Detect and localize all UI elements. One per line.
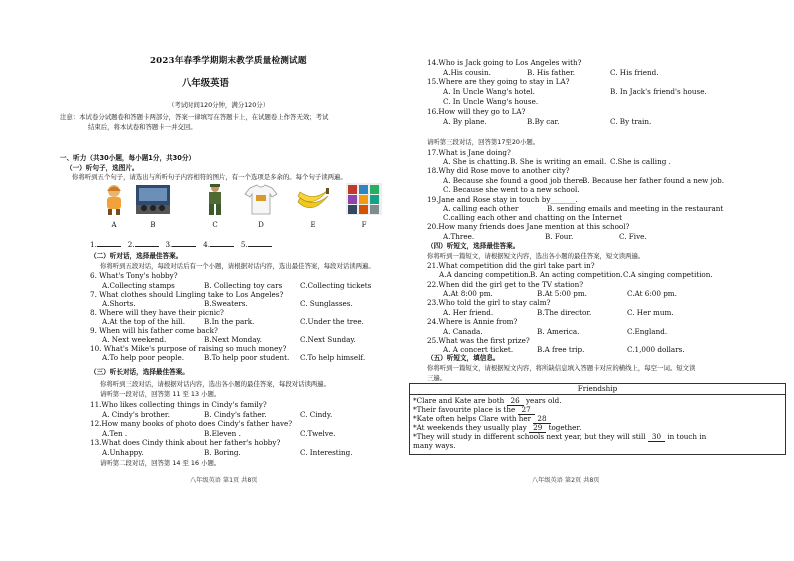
stamps-picture (345, 182, 383, 216)
table-title: Friendship (410, 384, 785, 395)
q16-option-c[interactable]: C. By train. (610, 117, 652, 126)
answer-blank-2[interactable] (135, 246, 159, 247)
q6-option-a[interactable]: A.Collecting stamps (102, 281, 175, 290)
picture-label-b: B (150, 221, 156, 229)
t-shirt-picture (242, 182, 280, 216)
q11-option-a[interactable]: A. Cindy's brother. (102, 410, 170, 419)
q16-option-b[interactable]: B.By car. (527, 117, 560, 126)
q25-option-b[interactable]: B.A free trip. (537, 345, 585, 354)
question-6: 6. What's Tony's hobby? (90, 271, 178, 280)
q12-option-b[interactable]: B.Eleven . (204, 429, 241, 438)
exam-title: 2023年春季学期期末教学质量检测试题 (150, 56, 307, 66)
q13-option-a[interactable]: A.Unhappy. (102, 448, 144, 457)
row27-text: *Their favourite place is the (413, 405, 516, 414)
table-row-30-continued: many ways. (413, 441, 456, 450)
blank-label-3: 3. (165, 240, 173, 249)
answer-blank-27[interactable]: 27 (518, 405, 535, 415)
answer-blank-26[interactable]: 26 (507, 396, 524, 406)
q24-option-a[interactable]: A. Canada. (443, 327, 483, 336)
picture-label-a: A (111, 221, 117, 229)
question-23: 23.Who told the girl to stay calm? (427, 298, 551, 307)
q14-option-a[interactable]: A.His cousin. (443, 68, 491, 77)
q22-option-b[interactable]: B.At 5:00 pm. (537, 289, 587, 298)
q10-option-a[interactable]: A.To help poor people. (102, 353, 184, 362)
part2-instructions: 你将听到五段对话，每段对话后有一个小题，请根据对话内容，选出最佳答案，每段对话读两遍。 (100, 262, 375, 270)
question-24: 24.Where is Annie from? (427, 317, 518, 326)
question-7: 7. What clothes should Lingling take to Los Angeles? (90, 290, 284, 299)
q7-option-a[interactable]: A.Shorts. (102, 299, 136, 308)
blank-label-1: 1. (90, 240, 97, 249)
question-13: 13.What does Cindy think about her father's hobby? (90, 438, 281, 447)
friendship-info-table (409, 383, 786, 455)
q9-option-c[interactable]: C.Next Sunday. (300, 335, 356, 344)
part5-instructions-1: 你将听到一篇短文，请根据短文内容，将所缺信息填入答题卡对应的横线上，每空一词。短文读 (427, 364, 696, 372)
q8-option-a[interactable]: A.At the top of the hill. (102, 317, 186, 326)
q15-option-c[interactable]: C. In Uncle Wang's house. (443, 97, 539, 106)
q10-option-b[interactable]: B.To help poor student. (204, 353, 290, 362)
part3-instructions-3: 请听第二段对话，回答第 14 至 16 小题。 (100, 459, 221, 467)
q15-option-a[interactable]: A. In Uncle Wang's hotel. (443, 87, 535, 96)
q9-option-a[interactable]: A. Next weekend. (102, 335, 167, 344)
part1-instructions: 你将听到五个句子，请选出与所听句子内容相符的图片，有一个选项是多余的。每个句子读两遍。 (72, 173, 347, 181)
bananas-picture (294, 182, 332, 216)
q11-option-c[interactable]: C. Cindy. (300, 410, 333, 419)
q10-option-c[interactable]: C.To help himself. (300, 353, 366, 362)
q6-option-c[interactable]: C.Collecting tickets (300, 281, 372, 290)
part5-title: （五）听短文，填信息。 (427, 354, 500, 362)
q17-option-c[interactable]: C.She is calling . (610, 157, 671, 166)
blank-label-2: 2. (127, 240, 135, 249)
part3-instructions-1: 你将听到三段对话，请根据对话内容，选出各小题的最佳答案，每段对话读两遍。 (100, 380, 331, 388)
part3-title: （三）听长对话，选择最佳答案。 (90, 368, 189, 376)
q17-option-a[interactable]: A. She is chatting. (443, 157, 510, 166)
q14-option-b[interactable]: B. His father. (527, 68, 576, 77)
answer-blank-5[interactable] (248, 246, 272, 247)
q19-option-c[interactable]: C.calling each other and chatting on the Internet (443, 213, 622, 222)
q21-option-b[interactable]: B. An acting competition. (530, 270, 623, 279)
q6-option-b[interactable]: B. Collecting toy cars (204, 281, 283, 290)
answer-blank-1[interactable] (97, 246, 121, 247)
row28-text: *Kate often helps Clare with her (413, 414, 532, 423)
q13-option-b[interactable]: B. Boring. (204, 448, 241, 457)
question-9: 9. When will his father come back? (90, 326, 218, 335)
q9-option-b[interactable]: B.Next Monday. (204, 335, 262, 344)
part1-title: （一）听句子，选图片。 (66, 164, 139, 172)
question-22: 22.When did the girl get to the TV station? (427, 280, 584, 289)
answer-blank-3[interactable] (172, 246, 196, 247)
q19-option-b[interactable]: B. sending emails and meeting in the restaurant (547, 204, 724, 213)
q18-option-a[interactable]: A. Because she found a good job there. (443, 176, 586, 185)
q23-option-b[interactable]: B.The director. (537, 308, 592, 317)
blank-label-5: 5. (240, 240, 248, 249)
q7-option-b[interactable]: B.Sweaters. (204, 299, 248, 308)
question-10: 10. What's Mike's purpose of raising so much money? (90, 344, 287, 353)
part4-title: （四）听短文，选择最佳答案。 (427, 242, 520, 250)
question-25: 25.What was the first prize? (427, 336, 530, 345)
section-listening: 一、听力（共30小题，每小题1分，共30分） (60, 154, 196, 162)
q19-option-a[interactable]: A. calling each other (443, 204, 519, 213)
q21-option-c[interactable]: C.A singing competition. (623, 270, 713, 279)
row30-tail: in touch in (667, 432, 707, 441)
page-footer-2: 八年级英语 第2页 共8页 (532, 477, 600, 484)
question-8: 8. Where will they have their picnic? (90, 308, 224, 317)
q12-option-c[interactable]: C.Twelve. (300, 429, 336, 438)
question-12: 12.How many books of photo does Cindy's father have? (90, 419, 293, 428)
answer-blank-29[interactable]: 29 (529, 423, 546, 433)
q18-option-c[interactable]: C. Because she went to a new school. (443, 185, 580, 194)
q23-option-a[interactable]: A. Her friend. (443, 308, 494, 317)
answer-blank-28[interactable]: 28 (533, 414, 550, 424)
question-20: 20.How many friends does Jane mention at this school? (427, 222, 630, 231)
q12-option-a[interactable]: A.Ten . (102, 429, 128, 438)
q20-option-b[interactable]: B. Four. (545, 232, 574, 241)
q20-option-a[interactable]: A.Three. (443, 232, 475, 241)
question-11: 11.Who likes collecting things in Cindy's family? (90, 400, 267, 409)
soldier-picture (196, 182, 234, 216)
answer-blank-4[interactable] (210, 246, 234, 247)
question-19: 19.Jane and Rose stay in touch by_______. (427, 195, 578, 204)
picture-label-f: F (361, 221, 367, 229)
q7-option-c[interactable]: C. Sunglasses. (300, 299, 353, 308)
q21-option-a[interactable]: A.A dancing competition. (439, 270, 531, 279)
part3-instructions-2: 请听第一段对话，回答第 11 至 13 小题。 (100, 390, 221, 398)
picture-label-e: E (310, 221, 316, 229)
row29-tail: together. (548, 423, 582, 432)
question-21: 21.What competition did the girl take part in? (427, 261, 595, 270)
q18-option-b[interactable]: B. Because her father found a new job. (582, 176, 725, 185)
q8-option-c[interactable]: C.Under the tree. (300, 317, 364, 326)
answer-blank-30[interactable]: 30 (648, 432, 665, 442)
question-17: 17.What is Jane doing? (427, 148, 511, 157)
question-15: 15.Where are they going to stay in LA? (427, 77, 570, 86)
q20-option-c[interactable]: C. Five. (619, 232, 647, 241)
part5-instructions-2: 三遍。 (427, 374, 447, 382)
q8-option-b[interactable]: B.In the park. (204, 317, 255, 326)
instructions-17-20: 请听第三段对话，回答第17至20小题。 (427, 138, 540, 146)
row26-tail: years old. (526, 396, 562, 405)
question-16: 16.How will they go to LA? (427, 107, 526, 116)
q13-option-c[interactable]: C. Interesting. (300, 448, 353, 457)
page-footer-1: 八年级英语 第1页 共8页 (190, 477, 258, 484)
part4-instructions: 你将听到一篇短文，请根据短文内容，选出各小题的最佳答案，短文读两遍。 (427, 252, 645, 260)
picture-label-d: D (258, 221, 264, 229)
part2-title: （二）听对话，选择最佳答案。 (90, 252, 183, 260)
q24-option-b[interactable]: B. America. (537, 327, 580, 336)
q17-option-b[interactable]: B. She is writing an email. (510, 157, 607, 166)
answer-blanks-1-5 (90, 240, 272, 249)
q22-option-c[interactable]: C.At 6:00 pm. (627, 289, 677, 298)
picture-label-c: C (212, 221, 218, 229)
exam-page-2 (397, 0, 794, 561)
table-row-30 (413, 432, 706, 442)
q14-option-c[interactable]: C. His friend. (610, 68, 659, 77)
row26-text: *Clare and Kate are both (413, 396, 505, 405)
exam-info: （考试时间120分钟，满分120分） (168, 101, 270, 109)
notice-line-1: 注意：本试卷分试题卷和答题卡两部分，答案一律填写在答题卡上，在试题卷上作答无效；考试 (60, 113, 329, 121)
q23-option-c[interactable]: C. Her mum. (627, 308, 674, 317)
tv-room-picture (134, 182, 172, 216)
girl-picture (95, 182, 133, 216)
question-18: 18.Why did Rose move to another city? (427, 166, 570, 175)
row29-text: *At weekends they usually play (413, 423, 527, 432)
q22-option-a[interactable]: A.At 8:00 pm. (443, 289, 493, 298)
subject-title: 八年级英语 (182, 78, 229, 89)
question-14: 14.Who is Jack going to Los Angeles with? (427, 58, 582, 67)
q25-option-a[interactable]: A. A concert ticket. (443, 345, 514, 354)
q11-option-b[interactable]: B. Cindy's father. (204, 410, 267, 419)
blank-label-4: 4. (203, 240, 211, 249)
q16-option-a[interactable]: A. By plane. (443, 117, 487, 126)
notice-line-2: 结束后，将本试卷和答题卡一并交回。 (88, 123, 197, 131)
q24-option-c[interactable]: C.England. (627, 327, 668, 336)
q25-option-c[interactable]: C.1,000 dollars. (627, 345, 685, 354)
row30-text: *They will study in different schools next year, but they will still (413, 432, 646, 441)
q15-option-b[interactable]: B. In Jack's friend's house. (610, 87, 707, 96)
